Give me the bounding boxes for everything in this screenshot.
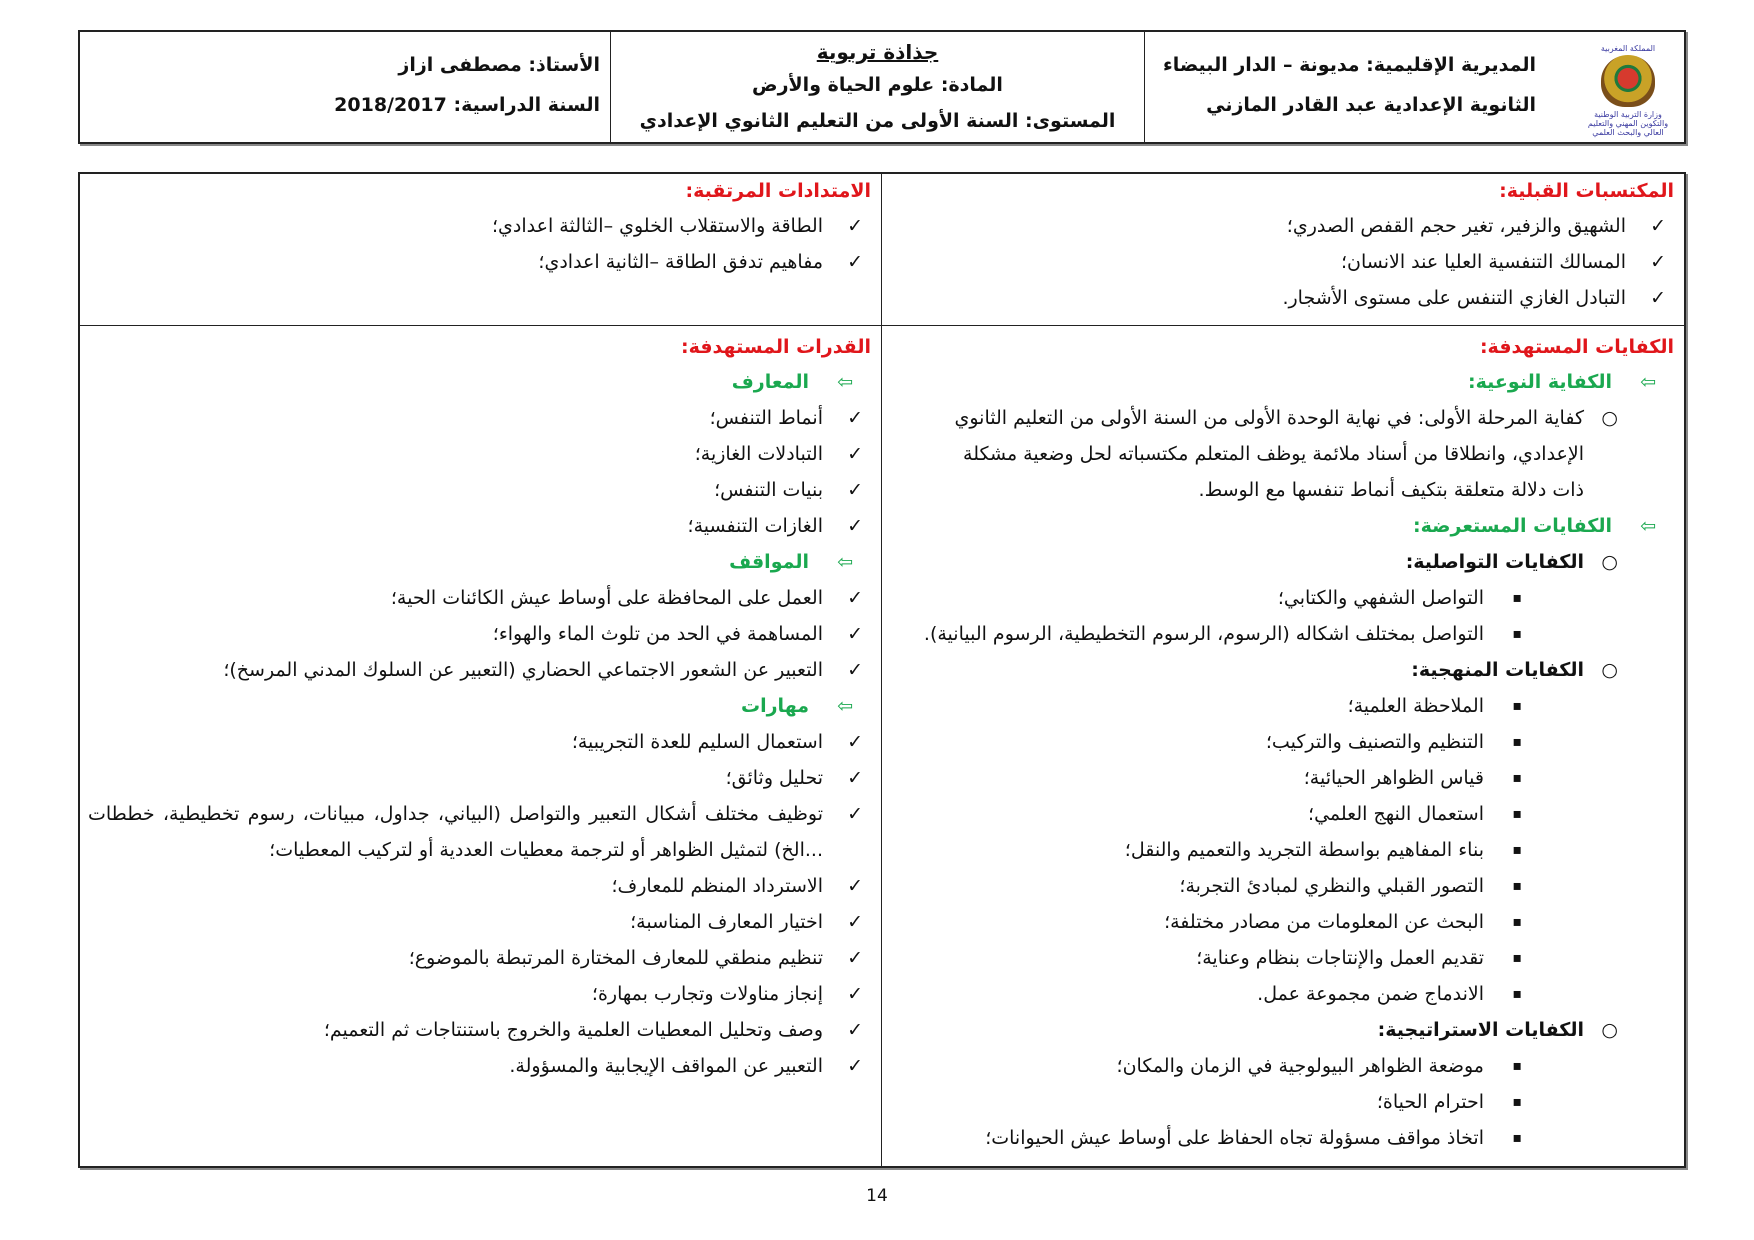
methodology-item: ▪ البحث عن المعلومات من مصادر مختلفة؛ [888, 904, 1674, 940]
specific-competency-text [888, 400, 1674, 508]
methodology-item: ▪ قياس الظواهر الحيائية؛ [888, 760, 1674, 796]
knowledge-item: ✓ الغازات التنفسية؛ [88, 508, 871, 544]
skill-item: ✓ إنجاز مناولات وتجارب بمهارة؛ [88, 976, 871, 1012]
communication-heading: ○ الكفايات التواصلية: [888, 544, 1674, 580]
coat-of-arms-icon [1601, 55, 1655, 107]
directorate-label: المديرية الإقليمية: مديونة – الدار البيضاء [1162, 54, 1536, 76]
skill-item: ✓ اختيار المعارف المناسبة؛ [88, 904, 871, 940]
prior-knowledge-title: المكتسبات القبلية: [1499, 180, 1674, 202]
knowledge-heading: ⇦ المعارف [88, 364, 871, 400]
objectives-row [80, 326, 1684, 1166]
header-subject-cell [610, 32, 1144, 142]
methodology-item: ▪ التصور القبلي والنظري لمبادئ التجربة؛ [888, 868, 1674, 904]
strategic-item: ▪ موضعة الظواهر البيولوجية في الزمان والمكان؛ [888, 1048, 1674, 1084]
specific-line: ○ كفاية المرحلة الأولى: في نهاية الوحدة الأولى من السنة الأولى من التعليم الثانوي [954, 407, 1584, 429]
teacher-label: الأستاذ: مصطفى ازاز [398, 54, 600, 76]
extensions-title: الامتدادات المرتقبة: [685, 180, 871, 202]
methodology-item: ▪ الملاحظة العلمية؛ [888, 688, 1674, 724]
skill-item: ✓ تنظيم منطقي للمعارف المختارة المرتبطة بالموضوع؛ [88, 940, 871, 976]
lesson-plan-table [78, 172, 1686, 1168]
skill-item: ✓ الاسترداد المنظم للمعارف؛ [88, 868, 871, 904]
specific-line: الإعدادي، وانطلاقا من أسناد ملائمة يوظف المتعلم مكتسباته لحل وضعية مشكلة [963, 443, 1584, 465]
prior-item: ✓ الشهيق والزفير، تغير حجم القفص الصدري؛ [888, 208, 1674, 244]
document-header [78, 30, 1686, 144]
competencies-cell [878, 326, 1684, 1166]
skill-item: ✓ تحليل وثائق؛ [88, 760, 871, 796]
communication-item: ▪ التواصل بمختلف اشكاله (الرسوم، الرسوم التخطيطية، الرسوم البيانية). [888, 616, 1674, 652]
strategic-item: ▪ اتخاذ مواقف مسؤولة تجاه الحفاظ على أوساط عيش الحيوانات؛ [888, 1120, 1674, 1156]
extensions-cell [80, 174, 881, 325]
school-label: الثانوية الإعدادية عبد القادر المازني [1206, 94, 1536, 116]
extension-item: ✓ مفاهيم تدفق الطاقة –الثانية اعدادي؛ [88, 244, 871, 280]
prior-knowledge-cell [878, 174, 1684, 325]
attitude-item: ✓ المساهمة في الحد من تلوث الماء والهواء؛ [88, 616, 871, 652]
knowledge-item: ✓ التبادلات الغازية؛ [88, 436, 871, 472]
methodology-item: ▪ الاندماج ضمن مجموعة عمل. [888, 976, 1674, 1012]
competencies-title: الكفايات المستهدفة: [1479, 336, 1674, 358]
prior-item: ✓ المسالك التنفسية العليا عند الانسان؛ [888, 244, 1674, 280]
methodology-item: ▪ تقديم العمل والإنتاجات بنظام وعناية؛ [888, 940, 1674, 976]
transversal-heading: ⇦ الكفايات المستعرضة: [888, 508, 1674, 544]
subject-label: المادة: علوم الحياة والأرض [752, 74, 1003, 96]
skill-item: ✓ وصف وتحليل المعطيات العلمية والخروج باستنتاجات ثم التعميم؛ [88, 1012, 871, 1048]
extension-item: ✓ الطاقة والاستقلاب الخلوي –الثالثة اعدادي؛ [88, 208, 871, 244]
strategic-item: ▪ احترام الحياة؛ [888, 1084, 1674, 1120]
abilities-cell [80, 326, 881, 1166]
header-directorate-cell [1144, 32, 1684, 142]
communication-item: ▪ التواصل الشفهي والكتابي؛ [888, 580, 1674, 616]
methodology-item: ▪ بناء المفاهيم بواسطة التجريد والتعميم والنقل؛ [888, 832, 1674, 868]
prior-item: ✓ التبادل الغازي التنفس على مستوى الأشجار. [888, 280, 1674, 316]
specific-competency-heading: ⇦ الكفاية النوعية: [888, 364, 1674, 400]
strategic-heading: ○ الكفايات الاستراتيجية: [888, 1012, 1674, 1048]
abilities-title: القدرات المستهدفة: [680, 336, 871, 358]
methodology-heading: ○ الكفايات المنهجية: [888, 652, 1674, 688]
document-title: جذاذة تربوية [816, 40, 939, 64]
skill-item: ✓ استعمال السليم للعدة التجريبية؛ [88, 724, 871, 760]
emblem-caption: وزارة التربية الوطنية والتكوين المهني والتعليم العالي والبحث العلمي [1587, 110, 1669, 137]
header-teacher-cell [80, 32, 610, 142]
knowledge-item: ✓ أنماط التنفس؛ [88, 400, 871, 436]
prerequisites-row [80, 174, 1684, 326]
methodology-item: ▪ التنظيم والتصنيف والتركيب؛ [888, 724, 1674, 760]
methodology-item: ▪ استعمال النهج العلمي؛ [888, 796, 1674, 832]
skill-item: ✓ التعبير عن المواقف الإيجابية والمسؤولة. [88, 1048, 871, 1084]
knowledge-item: ✓ بنيات التنفس؛ [88, 472, 871, 508]
school-year-label: السنة الدراسية: 2018/2017 [334, 94, 600, 116]
specific-line: ذات دلالة متعلقة بتكيف أنماط تنفسها مع الوسط. [1198, 479, 1584, 501]
attitude-item: ✓ العمل على المحافظة على أوساط عيش الكائنات الحية؛ [88, 580, 871, 616]
level-label: المستوى: السنة الأولى من التعليم الثانوي الإعدادي [639, 110, 1116, 132]
attitudes-heading: ⇦ المواقف [88, 544, 871, 580]
page-number: 14 [866, 1186, 888, 1206]
attitude-item: ✓ التعبير عن الشعور الاجتماعي الحضاري (التعبير عن السلوك المدني المرسخ)؛ [88, 652, 871, 688]
ministry-emblem [1582, 44, 1674, 138]
skills-heading: ⇦ مهارات [88, 688, 871, 724]
skill-item-multiline: ✓ توظيف مختلف أشكال التعبير والتواصل (البياني، جداول، مبيانات، رسوم تخطيطية، خططات ...الخ) لتمثيل الظواهر أو لترجمة معطيات العددية أو لتركيب المعطيات؛ [88, 796, 871, 868]
emblem-top-text: المملكة المغربية [1600, 44, 1656, 53]
